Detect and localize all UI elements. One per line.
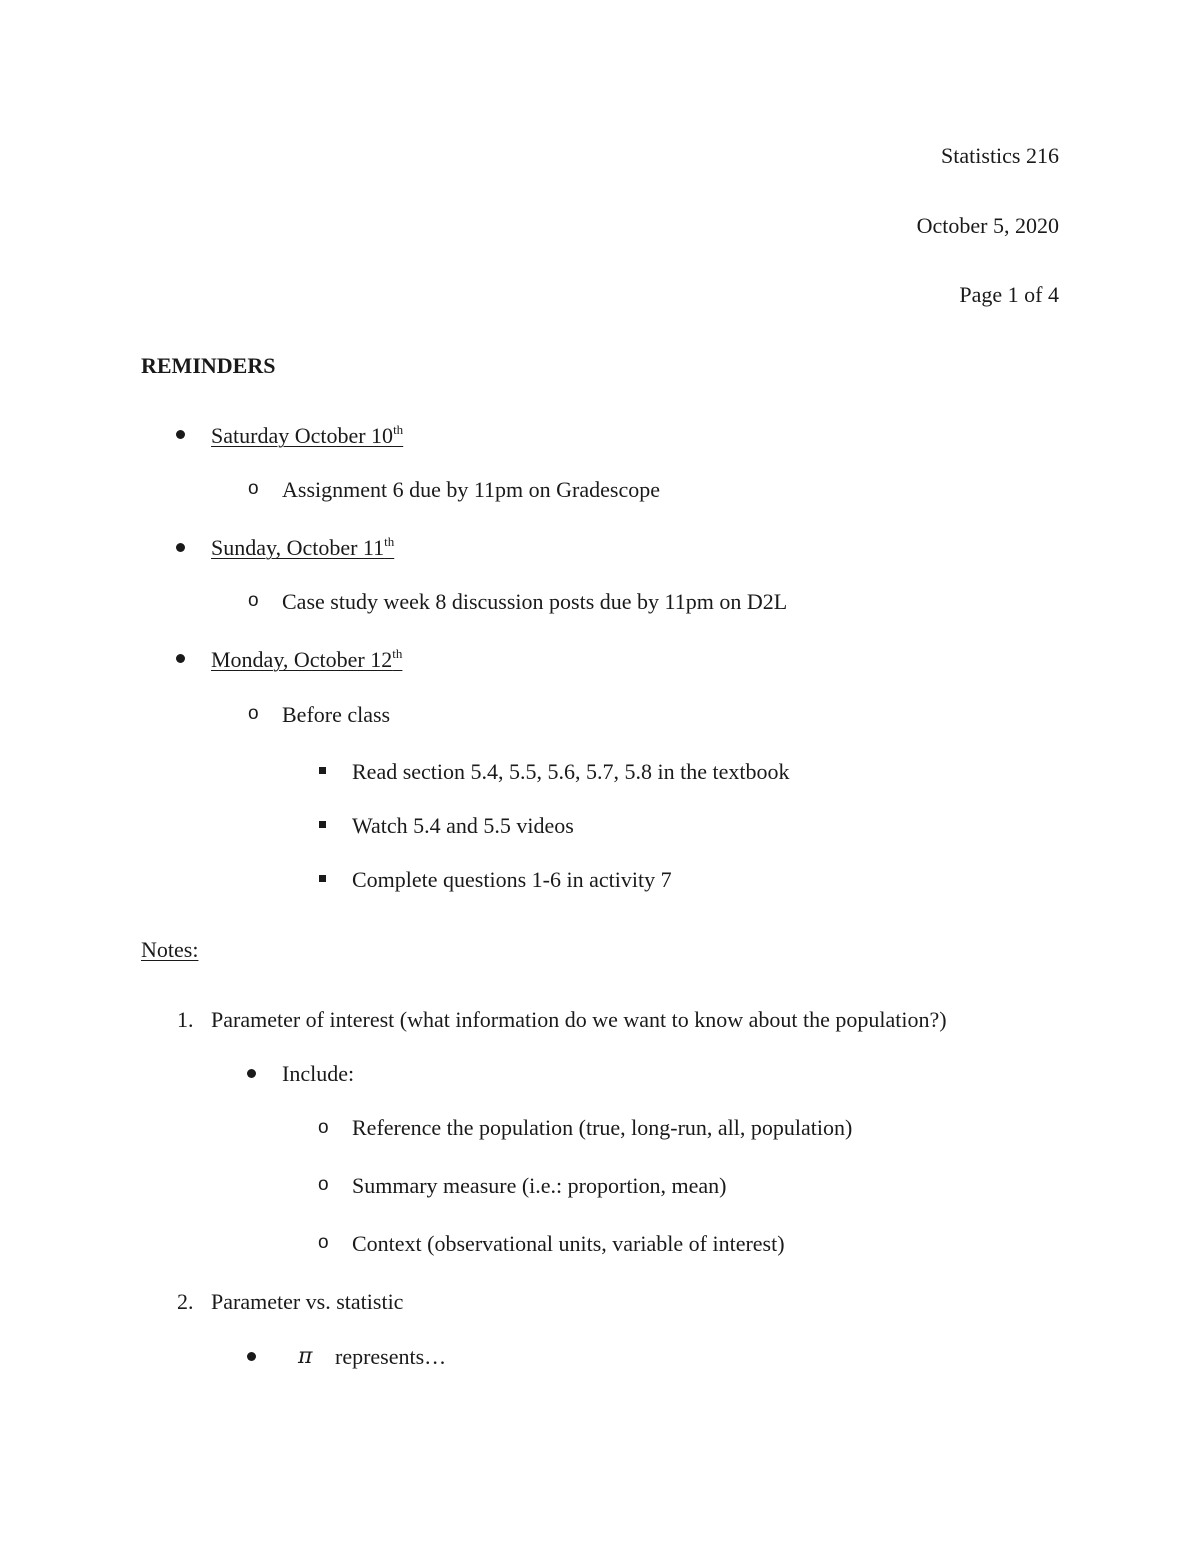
note-subitem: Summary measure (i.e.: proportion, mean)	[352, 1173, 727, 1198]
reminder-subitem: Complete questions 1-6 in activity 7	[352, 867, 672, 892]
page-number: Page 1 of 4	[959, 282, 1059, 307]
bullet-icon	[247, 1069, 256, 1078]
notes-heading: Notes:	[141, 937, 199, 962]
note-number: 1.	[177, 1007, 194, 1032]
reminder-subitem: Watch 5.4 and 5.5 videos	[352, 813, 574, 838]
circle-bullet-icon: o	[318, 1174, 329, 1195]
circle-bullet-icon: o	[318, 1232, 329, 1253]
course-title: Statistics 216	[941, 143, 1059, 168]
note-number: 2.	[177, 1289, 194, 1314]
reminder-day-saturday: Saturday October 10th	[211, 422, 404, 448]
circle-bullet-icon: o	[248, 478, 259, 499]
bullet-icon	[176, 430, 185, 439]
note-bullet-text: Include:	[282, 1061, 355, 1086]
reminder-item: Assignment 6 due by 11pm on Gradescope	[282, 477, 661, 502]
document-date: October 5, 2020	[916, 213, 1059, 238]
square-bullet-icon	[319, 821, 326, 828]
reminder-item: Before class	[282, 702, 391, 727]
circle-bullet-icon: o	[248, 703, 259, 724]
note-item-text: Parameter of interest (what information do we want to know about the population?)	[211, 1007, 947, 1032]
bullet-icon	[247, 1352, 256, 1361]
note-bullet-text: represents…	[335, 1344, 447, 1369]
reminders-heading: REMINDERS	[141, 353, 276, 378]
reminder-day-monday: Monday, October 12th	[211, 646, 403, 672]
note-item-text: Parameter vs. statistic	[211, 1289, 404, 1314]
note-subitem: Reference the population (true, long-run, all, population)	[352, 1115, 853, 1140]
reminder-subitem: Read section 5.4, 5.5, 5.6, 5.7, 5.8 in the textbook	[352, 759, 790, 784]
bullet-icon	[176, 543, 185, 552]
circle-bullet-icon: o	[248, 590, 259, 611]
bullet-icon	[176, 654, 185, 663]
reminder-item: Case study week 8 discussion posts due by 11pm on D2L	[282, 589, 788, 614]
square-bullet-icon	[319, 767, 326, 774]
note-subitem: Context (observational units, variable of interest)	[352, 1231, 785, 1256]
pi-symbol: π	[298, 1344, 313, 1369]
circle-bullet-icon: o	[318, 1117, 329, 1138]
square-bullet-icon	[319, 875, 326, 882]
reminder-day-sunday: Sunday, October 11th	[211, 534, 395, 560]
